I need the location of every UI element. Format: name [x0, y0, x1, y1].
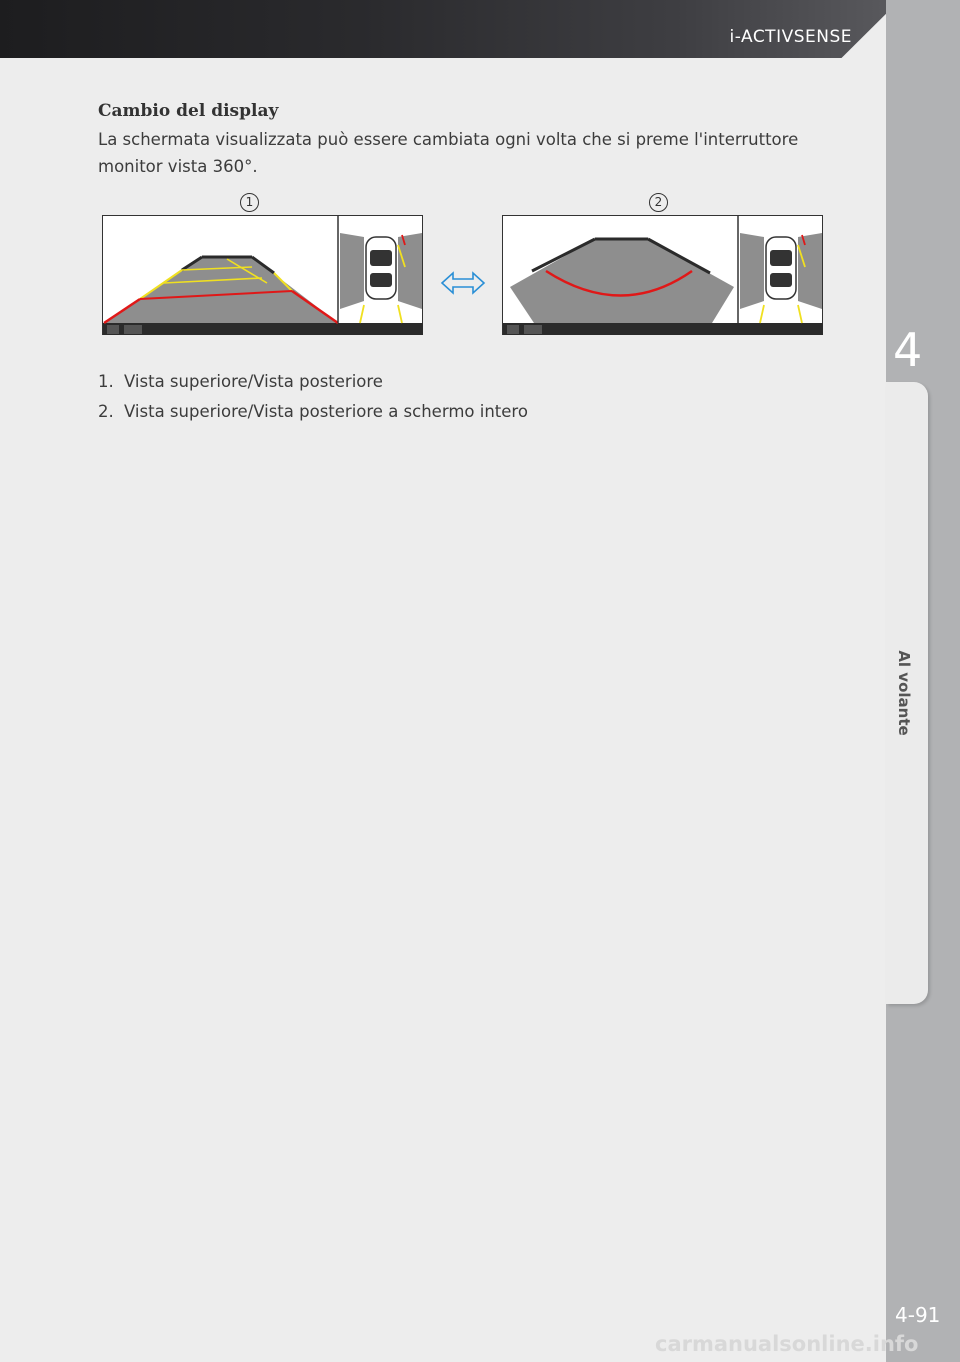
caption-list: [98, 366, 528, 426]
section-title: i-ACTIVSENSE: [729, 27, 852, 47]
list-item-number: 2.: [98, 401, 114, 421]
figure-marker-1: 1: [240, 193, 259, 212]
figure-marker-2: 2: [649, 193, 668, 212]
list-item-text: Vista superiore/Vista posteriore: [124, 371, 383, 391]
page-number: 4-91: [895, 1303, 941, 1327]
list-item-text: Vista superiore/Vista posteriore a schermo intero: [124, 401, 528, 421]
section-heading: Cambio del display: [98, 101, 279, 121]
body-paragraph: La schermata visualizzata può essere cambiata ogni volta che si preme l'interruttore monitor vista 360°.: [98, 130, 799, 176]
watermark: carmanualsonline.info: [655, 1332, 919, 1356]
list-item-number: 1.: [98, 371, 114, 391]
screen-top-rear-view: [102, 215, 423, 335]
list-item: [98, 396, 528, 426]
chapter-label: Al volante: [895, 650, 913, 736]
list-item: [98, 366, 528, 396]
double-arrow-icon: [440, 270, 486, 296]
chapter-number: 4: [893, 323, 923, 377]
screen-top-fullscreen-rear-view: [502, 215, 823, 335]
